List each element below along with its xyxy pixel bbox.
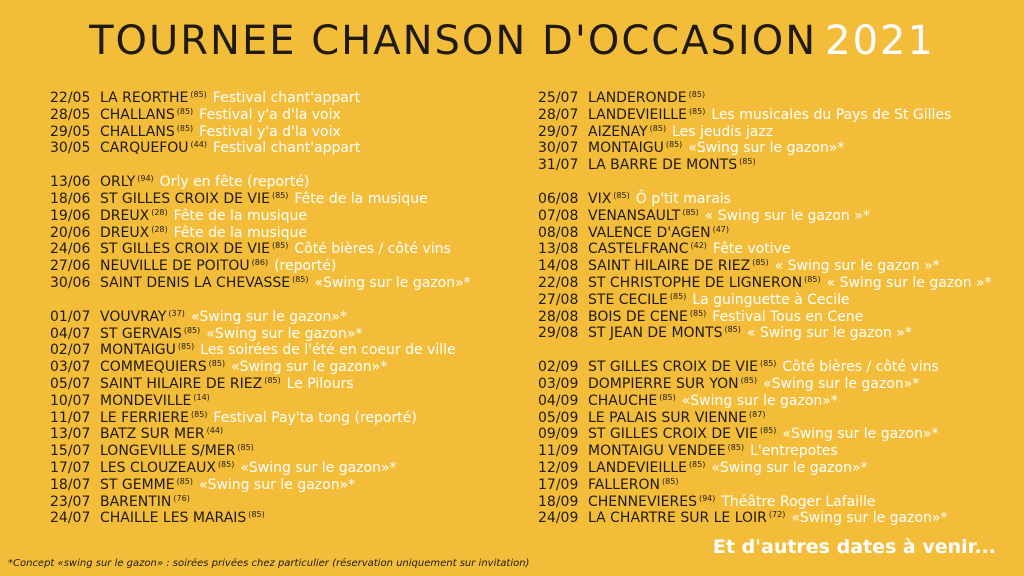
tour-date: 05/07 [50,375,91,392]
tour-dept: (85) [176,106,194,116]
tour-date: 31/07 [538,157,579,174]
tour-event: Festival y'a d'la voix [199,123,341,140]
tour-city: CHENNEVIERES [588,493,697,510]
tour-date-row [50,510,525,527]
date-block [50,90,525,157]
tour-dept: (42) [690,241,707,251]
tour-date-row [50,107,525,124]
tour-city: ST GILLES CROIX DE VIE [588,359,758,376]
tour-dept: (85) [727,443,745,453]
tour-date-row [538,494,1018,511]
tour-date: 27/06 [50,258,91,275]
tour-city: ST GILLES CROIX DE VIE [100,241,270,258]
tour-date: 02/07 [50,342,91,359]
tour-date-row [538,359,1018,376]
tour-event: «Swing sur le gazon»* [190,308,347,325]
tour-date: 10/07 [50,392,91,409]
tour-event: Côté bières / côté vins [294,241,451,258]
tour-dept: (85) [804,274,821,284]
tour-date: 30/05 [50,140,91,157]
tour-date: 06/08 [538,190,579,207]
tour-dept: (72) [768,510,786,520]
tour-dept: (85) [688,106,706,116]
tour-date-row [50,410,525,427]
tour-city: FALLERON [588,476,661,493]
tour-dept: (85) [740,375,758,385]
tour-date-row [538,292,1018,309]
tour-city: VOUVRAY [100,308,167,325]
tour-date: 27/08 [538,291,579,308]
tour-dept: (44) [190,140,207,150]
tour-date-row [50,225,525,242]
tour-event: «Swing sur le gazon»* [711,459,868,476]
tour-date: 05/09 [538,409,579,426]
tour-city: VENANSAULT [588,207,681,224]
tour-date-row [538,140,1018,157]
tour-date: 28/07 [538,106,579,123]
tour-dept: (85) [649,123,667,133]
tour-city: ST GERVAIS [100,325,182,342]
tour-city: CHALLANS [100,106,175,123]
tour-date: 30/06 [50,274,91,291]
tour-city: LANDERONDE [588,90,687,106]
tour-city: LE PALAIS SUR VIENNE [588,409,748,426]
tour-city: CHAILLE LES MARAIS [100,510,247,527]
footnote: *Concept «swing sur le gazon» : soirées privées chez particulier (réservation uniquement sur invitation) [8,558,530,569]
tour-city: MONTAIGU [100,342,176,359]
tour-city: VIX [588,190,612,207]
tour-dept: (85) [237,443,254,453]
tour-date: 30/07 [538,140,579,157]
tour-city: ST GILLES CROIX DE VIE [100,190,270,207]
tour-date-row [538,191,1018,208]
tour-city: LA BARRE DE MONTS [588,157,738,174]
tour-event: Côté bières / côté vins [782,359,939,376]
tour-date: 04/07 [50,325,91,342]
tour-date: 03/07 [50,359,91,376]
tour-date-row [538,275,1018,292]
tour-dept: (85) [688,459,706,469]
tour-date: 24/06 [50,241,91,258]
tour-dept: (94) [698,493,716,503]
tour-city: SAINT HILAIRE DE RIEZ [100,375,263,392]
tour-city: BARENTIN [100,493,172,510]
tour-dept: (85) [208,359,226,369]
tour-event: Festival y'a d'la voix [199,106,341,123]
tour-dept: (14) [193,392,210,402]
tour-event: Fête de la musique [294,190,428,207]
tour-date-row [538,510,1018,527]
date-block [538,90,1018,174]
tour-dept: (85) [271,241,289,251]
tour-city: ORLY [100,174,136,191]
tour-city: DREUX [100,224,150,241]
date-block [50,174,525,292]
tour-date: 25/07 [538,90,579,106]
tour-city: LANDEVIEILLE [588,106,687,123]
tour-date: 03/09 [538,375,579,392]
tour-city: LONGEVILLE S/MER [100,443,236,460]
tour-event: «Swing sur le gazon»* [206,325,363,342]
tour-dept: (85) [292,274,309,284]
tour-date-row [50,477,525,494]
tour-city: CHAUCHE [588,392,658,409]
tour-city: AIZENAY [588,123,648,140]
title-year: 2021 [825,18,935,64]
tour-dept: (85) [613,190,630,200]
tour-city: CHALLANS [100,123,175,140]
tour-dept: (85) [176,123,194,133]
tour-date: 19/06 [50,207,91,224]
tour-event: «Swing sur le gazon»* [199,476,356,493]
tour-dept: (85) [190,90,207,99]
tour-event: Orly en fête (reporté) [159,174,310,191]
tour-city: CARQUEFOU [100,140,189,157]
tour-event: Festival chant'appart [212,90,361,106]
tour-dept: (85) [183,325,201,335]
tour-city: ST JEAN DE MONTS [588,325,723,342]
tour-date-row [538,309,1018,326]
tour-city: ST CHRISTOPHE DE LIGNERON [588,274,803,291]
tour-city: BOIS DE CENE [588,308,688,325]
tour-event: «Swing sur le gazon»* [688,140,845,157]
tour-dept: (85) [248,510,265,520]
tour-date-row [50,90,525,107]
tour-event: Les musicales du Pays de St Gilles [711,106,952,123]
tour-date: 29/05 [50,123,91,140]
tour-city: MONTAIGU VENDEE [588,443,726,460]
tour-event: «Swing sur le gazon»* [231,359,388,376]
tour-event: «Swing sur le gazon»* [763,375,920,392]
date-block [538,359,1018,527]
tour-date: 15/07 [50,443,91,460]
tour-dept: (85) [264,375,281,385]
tour-date: 07/08 [538,207,579,224]
tour-date: 17/09 [538,476,579,493]
tour-city: MONTAIGU [588,140,664,157]
tour-city: LANDEVIEILLE [588,459,687,476]
tour-event: « Swing sur le gazon »* [774,258,940,275]
tour-city: SAINT DENIS LA CHEVASSE [100,274,291,291]
tour-date-row [538,393,1018,410]
tour-dept: (85) [176,476,194,486]
tour-date: 29/08 [538,325,579,342]
tour-dept: (86) [251,258,269,268]
tour-date-row [50,174,525,191]
tour-dept: (28) [151,224,168,234]
tour-date-row [50,426,525,443]
tour-event: Festival chant'appart [212,140,361,157]
tour-event: Fête de la musique [173,207,308,224]
tour-date-row [50,494,525,511]
tour-event: Le Pilours [286,375,354,392]
tour-city: STE CECILE [588,291,668,308]
tour-dept: (85) [724,325,741,335]
tour-date-row [50,376,525,393]
tour-date-row [538,124,1018,141]
tour-date-row [538,325,1018,342]
tour-dept: (44) [206,426,224,436]
tour-event: «Swing sur le gazon»* [782,426,939,443]
tour-date-row [538,208,1018,225]
tour-date-row [50,258,525,275]
tour-city: DOMPIERRE SUR YON [588,375,739,392]
tour-date: 13/08 [538,241,579,258]
more-dates-text: Et d'autres dates à venir... [712,536,996,558]
tour-dept: (85) [759,359,777,369]
tour-event: «Swing sur le gazon»* [681,392,838,409]
tour-date-row [50,342,525,359]
page-title [0,18,1024,64]
tour-dept: (94) [137,174,154,184]
tour-event: « Swing sur le gazon »* [704,207,870,224]
tour-city: LA REORTHE [100,90,189,106]
tour-event: Théâtre Roger Lafaille [721,493,876,510]
tour-date-row [50,191,525,208]
tour-date-row [50,208,525,225]
tour-date: 24/09 [538,510,579,527]
tour-date-row [538,225,1018,242]
tour-dept: (85) [217,459,235,469]
tour-event: «Swing sur le gazon»* [240,459,397,476]
tour-event: La guinguette à Cecile [692,291,850,308]
tour-date: 28/05 [50,106,91,123]
tour-date-row [538,107,1018,124]
tour-event: «Swing sur le gazon»* [791,510,948,527]
date-block [538,191,1018,342]
tour-date: 13/07 [50,426,91,443]
tour-date: 28/08 [538,308,579,325]
tour-event: Festival Pay'ta tong (reporté) [213,409,417,426]
tour-event: Fête de la musique [173,224,308,241]
tour-dept: (37) [168,308,185,318]
tour-date: 11/07 [50,409,91,426]
tour-dept: (85) [688,90,706,99]
tour-date-row [538,376,1018,393]
tour-city: LES CLOUZEAUX [100,459,216,476]
tour-date-row [50,124,525,141]
tour-dept: (85) [177,342,195,352]
tour-event: L'entrepotes [750,443,838,460]
tour-city: LA CHARTRE SUR LE LOIR [588,510,767,527]
tour-dept: (85) [662,476,679,486]
tour-date: 18/06 [50,190,91,207]
tour-event: « Swing sur le gazon »* [746,325,912,342]
tour-date: 12/09 [538,459,579,476]
tour-date: 04/09 [538,392,579,409]
tour-city: COMMEQUIERS [100,359,207,376]
tour-date: 24/07 [50,510,91,527]
tour-date: 14/08 [538,258,579,275]
tour-city: BATZ SUR MER [100,426,205,443]
tour-dept: (85) [191,409,208,419]
tour-date: 02/09 [538,359,579,376]
title-text: TOURNEE CHANSON D'OCCASION [89,18,818,64]
tour-date-row [538,241,1018,258]
tour-event: Fête votive [712,241,791,258]
tour-date: 01/07 [50,308,91,325]
tour-date-row [50,275,525,292]
tour-dept: (85) [682,207,699,217]
tour-dept: (28) [151,207,168,217]
tour-city: DREUX [100,207,150,224]
tour-date-row [538,157,1018,174]
tour-event: «Swing sur le gazon»* [314,274,471,291]
tour-dept: (85) [659,392,676,402]
tour-date: 22/05 [50,90,91,106]
tour-event: Ô p'tit marais [635,190,731,207]
tour-event: Les soirées de l'été en coeur de ville [200,342,456,359]
tour-dept: (47) [712,224,729,234]
tour-dept: (85) [759,426,777,436]
tour-date-row [538,90,1018,107]
tour-date-row [50,359,525,376]
tour-dept: (85) [689,308,707,318]
tour-date-row [50,443,525,460]
tour-date-row [50,140,525,157]
tour-date: 09/09 [538,426,579,443]
date-block [50,309,525,527]
tour-date-row [538,477,1018,494]
right-column [538,90,1018,544]
tour-date-row [50,309,525,326]
left-column [50,90,525,544]
tour-date: 23/07 [50,493,91,510]
tour-dept: (76) [173,493,190,503]
tour-date-row [538,410,1018,427]
tour-date: 29/07 [538,123,579,140]
tour-event: (reporté) [274,258,337,275]
tour-date-row [50,393,525,410]
tour-dept: (85) [665,140,683,150]
tour-event: Les jeudis jazz [672,123,774,140]
tour-dept: (85) [669,291,687,301]
tour-date-row [538,460,1018,477]
tour-city: SAINT HILAIRE DE RIEZ [588,258,751,275]
tour-dept: (85) [739,157,756,167]
tour-city: ST GILLES CROIX DE VIE [588,426,758,443]
tour-city: MONDEVILLE [100,392,192,409]
tour-date: 08/08 [538,224,579,241]
tour-date-row [50,326,525,343]
tour-dept: (85) [271,190,289,200]
tour-date: 17/07 [50,459,91,476]
tour-city: NEUVILLE DE POITOU [100,258,250,275]
tour-date: 13/06 [50,174,91,191]
tour-dept: (85) [752,258,769,268]
tour-date: 18/09 [538,493,579,510]
tour-dept: (87) [749,409,766,419]
tour-date: 11/09 [538,443,579,460]
tour-date: 22/08 [538,274,579,291]
tour-date-row [538,258,1018,275]
tour-date-row [538,443,1018,460]
tour-date: 20/06 [50,224,91,241]
tour-date: 18/07 [50,476,91,493]
tour-city: CASTELFRANC [588,241,689,258]
tour-date-row [50,460,525,477]
tour-event: « Swing sur le gazon »* [826,274,992,291]
tour-date-row [538,426,1018,443]
tour-city: VALENCE D'AGEN [588,224,711,241]
tour-city: ST GEMME [100,476,175,493]
tour-event: Festival Tous en Cene [712,308,864,325]
tour-date-row [50,241,525,258]
tour-city: LE FERRIERE [100,409,189,426]
